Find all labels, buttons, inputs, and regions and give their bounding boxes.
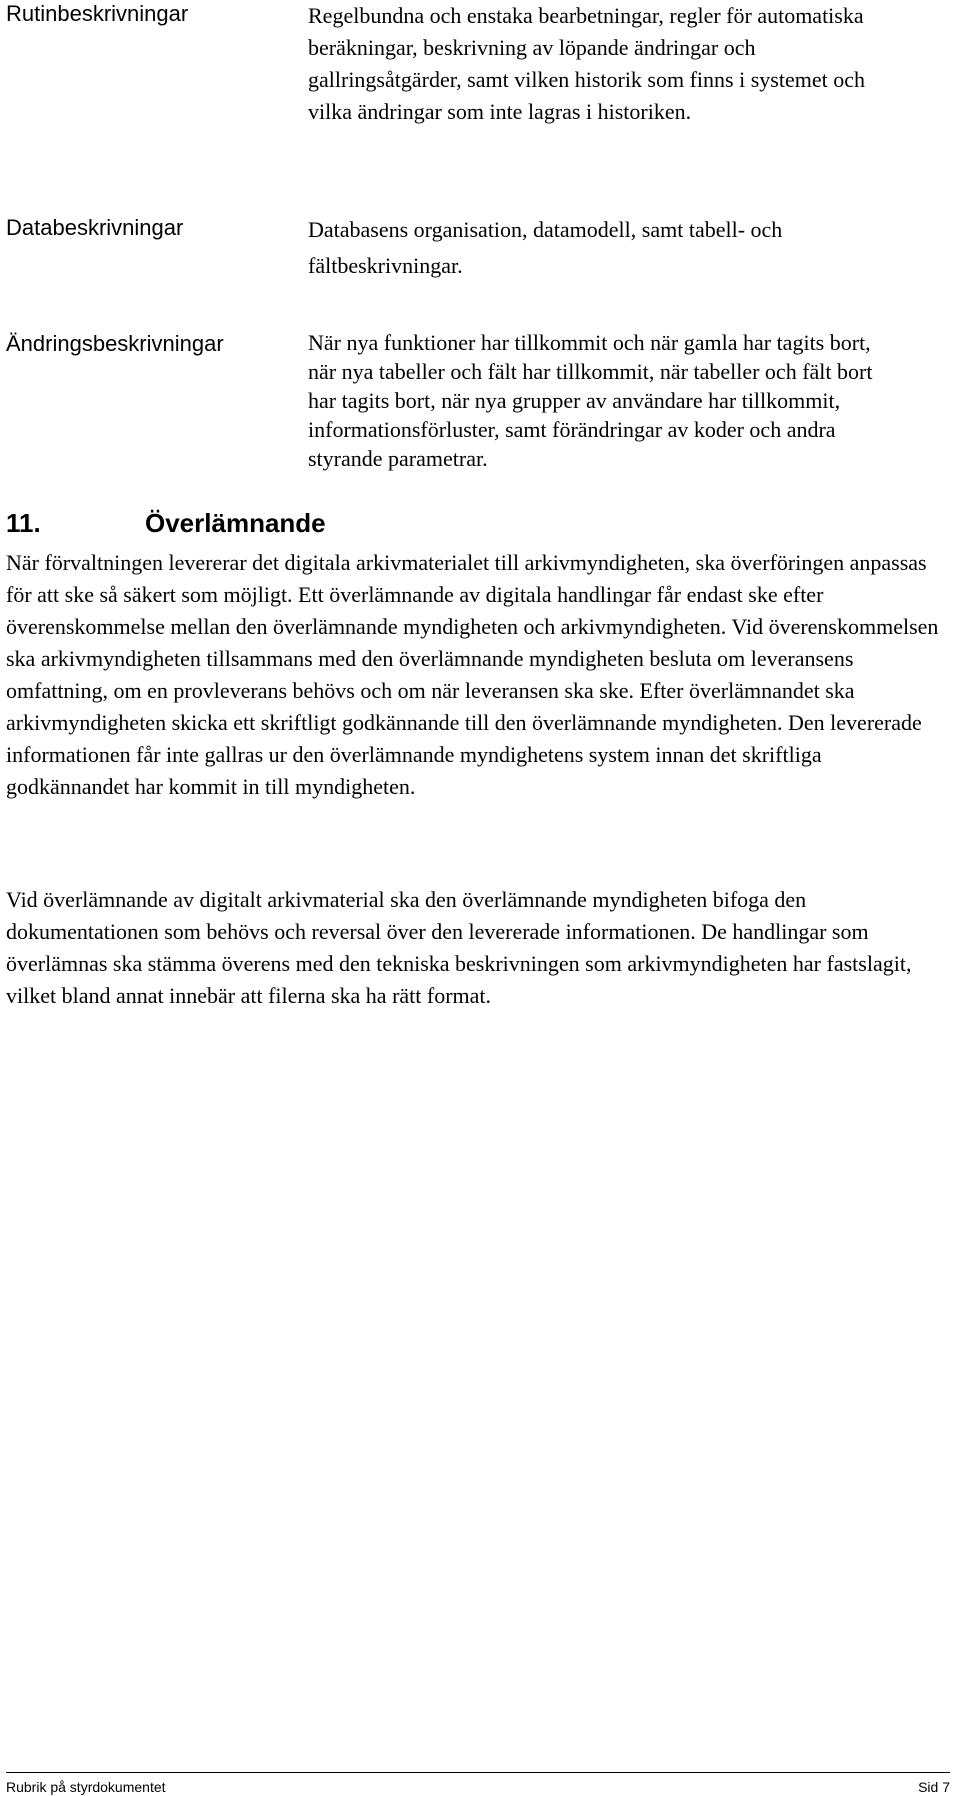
definition-row xyxy=(6,328,878,473)
footer-divider xyxy=(6,1772,950,1773)
definition-term: Databeskrivningar xyxy=(6,215,184,240)
definition-term: Rutinbeskrivningar xyxy=(6,1,189,26)
definition-term: Ändringsbeskrivningar xyxy=(6,331,224,356)
definition-description: Regelbundna och enstaka bearbetningar, regler för automatiska beräkningar, beskrivning av löpande ändringar och gallringsåtgärder, samt vilken historik som finns i systemet och vilka ändringar som inte lagras i historiken. xyxy=(308,3,865,124)
body-paragraph: Vid överlämnande av digitalt arkivmaterial ska den överlämnande myndigheten bifoga den dokumentationen som behövs och reversal över den levererade informationen. De handlingar som överlämnas ska stämma överens med den tekniska beskrivningen som arkivmyndigheten har fastslagit, vilket bland annat innebär att filerna ska ha rätt format. xyxy=(6,887,912,1008)
definition-description: Databasens organisation, datamodell, samt tabell- och fältbeskrivningar. xyxy=(308,217,783,278)
section-heading xyxy=(6,506,326,540)
footer-document-title: Rubrik på styrdokumentet xyxy=(6,1779,166,1795)
footer-page-number: Sid 7 xyxy=(918,1779,950,1795)
body-paragraph: När förvaltningen levererar det digitala arkivmaterialet till arkivmyndigheten, ska överföringen anpassas för att ske så säkert som möjligt. Ett överlämnande av digitala handlingar får endast ske efter överenskommelse mellan den överlämnande myndigheten och arkivmyndigheten. Vid överenskommelsen ska arkivmyndigheten tillsammans med den överlämnande myndigheten besluta om leveransens omfattning, om en provleverans behövs och om när leveransen ska ske. Efter överlämnandet ska arkivmyndigheten skicka ett skriftligt godkännande till den överlämnande myndigheten. Den levererade informationen får inte gallras ur den överlämnande myndighetens system innan det skriftliga godkännandet har kommit in till myndigheten. xyxy=(6,550,939,799)
definition-description: När nya funktioner har tillkommit och när gamla har tagits bort, när nya tabeller och fält har tillkommit, när tabeller och fält bort har tagits bort, när nya grupper av användare har tillkommit, informationsförluster, samt förändringar av koder och andra styrande parametrar. xyxy=(308,330,873,471)
section-title: Överlämnande xyxy=(145,508,326,538)
definition-row xyxy=(6,0,878,128)
definition-row xyxy=(6,212,878,284)
page-footer xyxy=(6,1772,950,1796)
section-number: 11. xyxy=(6,508,41,538)
